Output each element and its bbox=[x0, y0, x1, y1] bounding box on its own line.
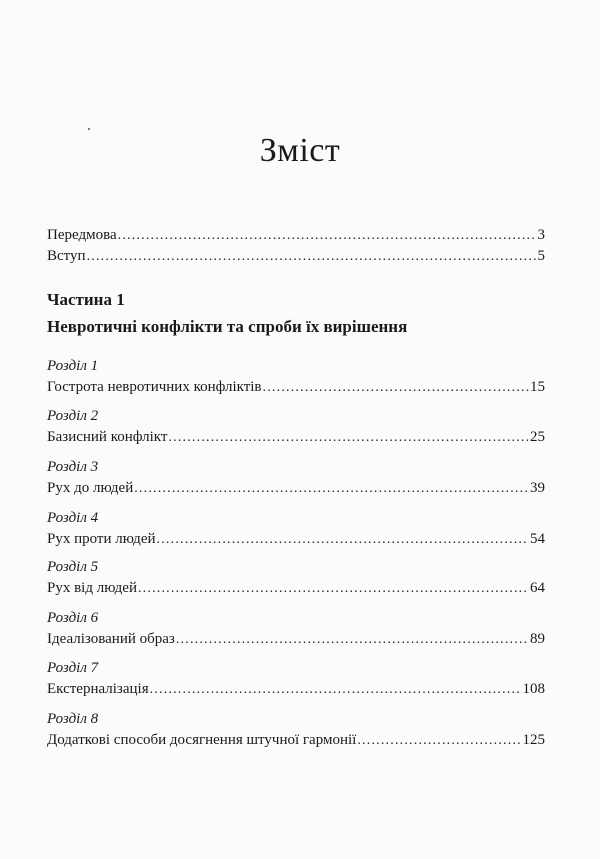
toc-entry-title: Гострота невротичних конфліктів bbox=[47, 379, 262, 395]
toc-entry-title: Додаткові способи досягнення штучної гармонії bbox=[47, 732, 357, 748]
dot-leader bbox=[150, 681, 522, 699]
toc-entry-title: Вступ bbox=[47, 248, 86, 264]
chapter-label: Розділ 7 bbox=[47, 660, 99, 676]
chapter-label: Розділ 3 bbox=[47, 459, 99, 475]
toc-entry-chapter-5[interactable] bbox=[47, 579, 545, 598]
toc-entry-title: Рух від людей bbox=[47, 580, 137, 596]
toc-entry-page: 125 bbox=[522, 732, 545, 748]
toc-entry-page: 3 bbox=[537, 227, 545, 243]
toc-entry-title: Рух проти людей bbox=[47, 531, 156, 547]
toc-entry-foreword[interactable] bbox=[47, 226, 545, 245]
chapter-label: Розділ 2 bbox=[47, 408, 99, 424]
toc-entry-title: Базисний конфлікт bbox=[47, 429, 168, 445]
toc-entry-chapter-7[interactable] bbox=[47, 680, 545, 699]
dot-leader bbox=[263, 379, 529, 397]
chapter-label: Розділ 4 bbox=[47, 510, 99, 526]
chapter-label: Розділ 1 bbox=[47, 358, 99, 374]
dot-leader bbox=[157, 531, 529, 549]
part-number: Частина 1 bbox=[47, 290, 125, 309]
toc-entry-title: Передмова bbox=[47, 227, 117, 243]
toc-entry-chapter-2[interactable] bbox=[47, 428, 545, 447]
toc-entry-chapter-8[interactable] bbox=[47, 731, 545, 750]
toc-entry-title: Екстерналізація bbox=[47, 681, 149, 697]
toc-entry-chapter-1[interactable] bbox=[47, 378, 545, 397]
dot-leader bbox=[138, 580, 529, 598]
chapter-label: Розділ 8 bbox=[47, 711, 99, 727]
toc-entry-title: Рух до людей bbox=[47, 480, 134, 496]
dot-leader bbox=[168, 429, 529, 447]
toc-entry-page: 39 bbox=[530, 480, 545, 496]
dot-leader bbox=[134, 480, 529, 498]
toc-entry-page: 54 bbox=[530, 531, 545, 547]
toc-entry-page: 89 bbox=[530, 631, 545, 647]
toc-entry-introduction[interactable] bbox=[47, 247, 545, 266]
part-title: Невротичні конфлікти та спроби їх вирішення bbox=[47, 317, 408, 336]
dot-leader bbox=[176, 631, 529, 649]
dot-leader bbox=[118, 227, 537, 245]
toc-entry-chapter-3[interactable] bbox=[47, 479, 545, 498]
dot-leader bbox=[87, 248, 537, 266]
toc-entry-chapter-6[interactable] bbox=[47, 630, 545, 649]
chapter-label: Розділ 6 bbox=[47, 610, 99, 626]
table-of-contents bbox=[47, 0, 545, 859]
toc-entry-chapter-4[interactable] bbox=[47, 530, 545, 549]
page-title: Зміст bbox=[259, 132, 341, 169]
toc-entry-page: 15 bbox=[530, 379, 545, 395]
dot-leader bbox=[357, 732, 521, 750]
toc-entry-title: Ідеалізований образ bbox=[47, 631, 175, 647]
toc-entry-page: 5 bbox=[537, 248, 545, 264]
toc-entry-page: 64 bbox=[530, 580, 545, 596]
toc-entry-page: 108 bbox=[522, 681, 545, 697]
toc-entry-page: 25 bbox=[530, 429, 545, 445]
chapter-label: Розділ 5 bbox=[47, 559, 99, 575]
